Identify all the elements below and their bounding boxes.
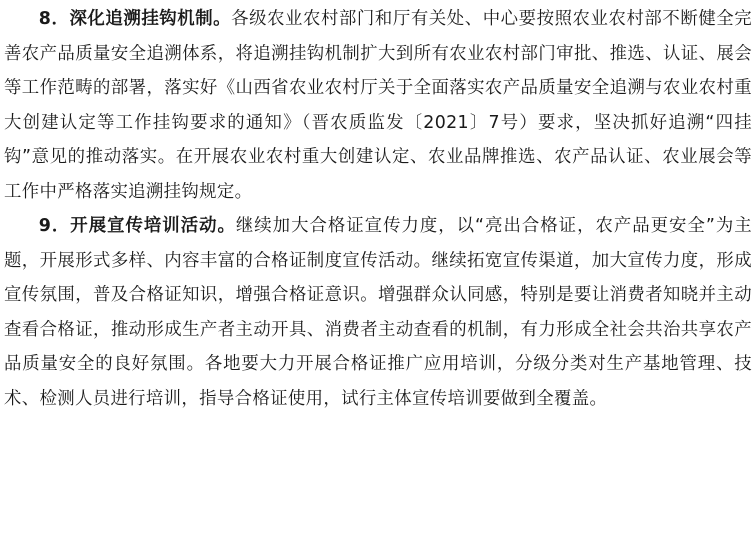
paragraph-text: 各级农业农村部门和厅有关处、中心要按照农业农村部不断健全完善农产品质量安全追溯体系，将追溯挂钩机制扩大到所有农业农村部门审批、推选、认证、展会等工作范畴的部署，落实好《山西省农业农村厅关于全面落实农产品质量安全追溯与农业农村重大创建认定等工作挂钩要求的通知》（晋农质监发〔2021〕7号）要求，坚决抓好追溯“四挂钩”意见的推动落实。在开展农业农村重大创建认定、农业品牌推选、农产品认证、农业展会等工作中严格落实追溯挂钩规定。 [4, 9, 752, 202]
paragraph-text: 继续加大合格证宣传力度，以“亮出合格证，农产品更安全”为主题，开展形式多样、内容丰富的合格证制度宣传活动。继续拓宽宣传渠道，加大宣传力度，形成宣传氛围，普及合格证知识，增强合格证意识。增强群众认同感，特别是要让消费者知晓并主动查看合格证，推动形成生产者主动开具、消费者主动查看的机制，有力形成全社会共治共享农产品质量安全的良好氛围。各地要大力开展合格证推广应用培训，分级分类对生产基地管理、技术、检测人员进行培训，指导合格证使用，试行主体宣传培训要做到全覆盖。 [4, 216, 753, 409]
paragraph-traceability [4, 0, 752, 209]
document-body [4, 0, 752, 416]
paragraph-heading: 8．深化追溯挂钩机制。 [38, 9, 232, 29]
paragraph-heading: 9．开展宣传培训活动。 [38, 216, 236, 236]
paragraph-publicity-training [4, 209, 752, 416]
